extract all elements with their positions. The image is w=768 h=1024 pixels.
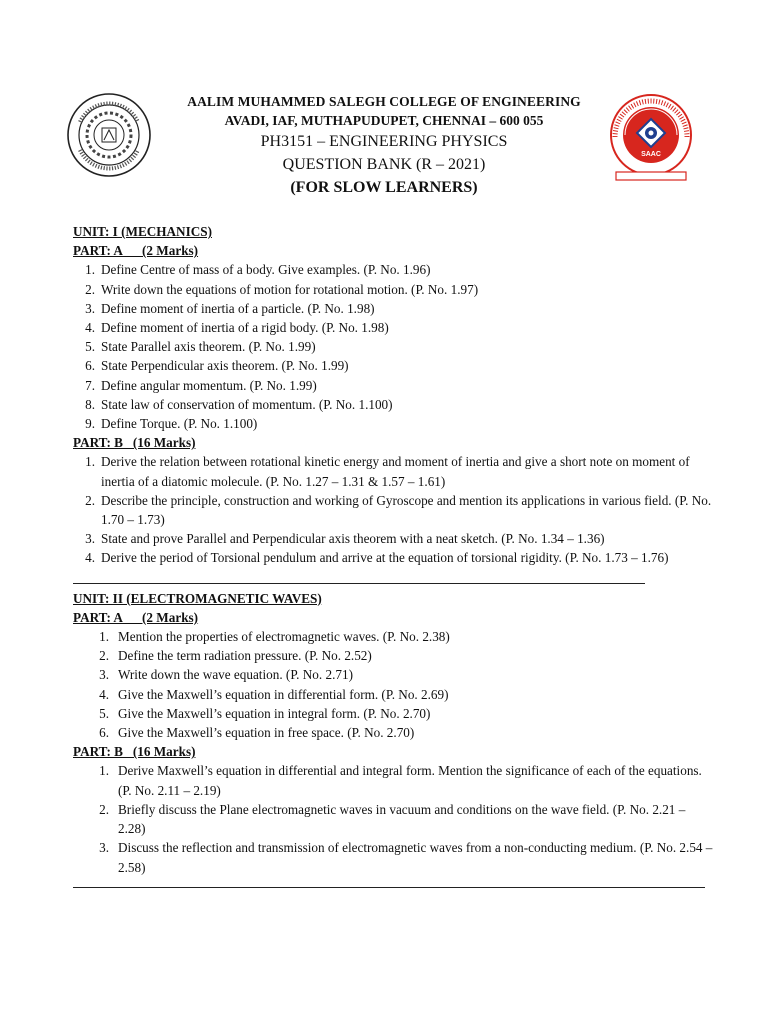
question-item bbox=[73, 491, 713, 529]
question-text: State Perpendicular axis theorem. (P. No. 1.99) bbox=[101, 358, 349, 374]
question-text: Derive the relation between rotational kinetic energy and moment of inertia and give a short note on moment of inertia of a diatomic molecule. (P. No. 1.27 – 1.31 & 1.57 – 1.61) bbox=[101, 454, 690, 489]
question-number: 1. bbox=[99, 629, 109, 645]
question-text: Define angular momentum. (P. No. 1.99) bbox=[101, 377, 317, 393]
question-item bbox=[73, 529, 713, 548]
question-text: Derive the period of Torsional pendulum and arrive at the equation of torsional rigidity. (P. No. 1.73 – 1.76) bbox=[101, 550, 669, 566]
question-number: 3. bbox=[99, 667, 109, 683]
question-item bbox=[73, 376, 713, 395]
question-text: Give the Maxwell’s equation in differential form. (P. No. 2.69) bbox=[118, 686, 449, 702]
section-divider bbox=[73, 583, 645, 584]
question-text: State and prove Parallel and Perpendicular axis theorem with a neat sketch. (P. No. 1.34 – 1.36) bbox=[101, 531, 605, 547]
question-item bbox=[73, 685, 713, 704]
part-b-title: PART: B (16 Marks) bbox=[73, 435, 196, 451]
question-text: Discuss the reflection and transmission of electromagnetic waves from a non-conducting medium. (P. No. 2.54 – 2.58) bbox=[118, 840, 713, 875]
saac-logo-text: SAAC bbox=[641, 151, 661, 158]
question-item bbox=[73, 761, 713, 799]
question-item bbox=[73, 800, 713, 838]
question-number: 2. bbox=[99, 801, 109, 817]
unit-title: UNIT: I (MECHANICS) bbox=[73, 224, 212, 239]
question-number: 4. bbox=[85, 320, 95, 336]
question-text: Define Torque. (P. No. 1.100) bbox=[101, 416, 258, 432]
question-bank-content bbox=[73, 222, 713, 893]
question-bank-title: QUESTION BANK (R – 2021) bbox=[282, 156, 486, 173]
question-text: Write down the equations of motion for rotational motion. (P. No. 1.97) bbox=[101, 281, 479, 297]
college-name: AALIM MUHAMMED SALEGH COLLEGE OF ENGINEERING bbox=[187, 94, 581, 109]
question-item bbox=[73, 299, 713, 318]
question-number: 5. bbox=[85, 339, 95, 355]
unit-2 bbox=[73, 589, 713, 877]
part-a-list bbox=[73, 627, 713, 742]
question-item bbox=[73, 627, 713, 646]
question-item bbox=[73, 723, 713, 742]
question-number: 8. bbox=[85, 396, 95, 412]
unit-1 bbox=[73, 222, 713, 568]
question-text: Derive Maxwell’s equation in differential and integral form. Mention the significance of each of the equations. (P. No. 2.11 – 2.19) bbox=[118, 763, 702, 798]
question-text: State law of conservation of momentum. (P. No. 1.100) bbox=[101, 396, 393, 412]
question-text: Define moment of inertia of a particle. (P. No. 1.98) bbox=[101, 300, 375, 316]
part-b-title: PART: B (16 Marks) bbox=[73, 744, 196, 760]
question-number: 3. bbox=[85, 300, 95, 316]
question-item bbox=[73, 452, 713, 490]
question-number: 2. bbox=[99, 648, 109, 664]
question-number: 6. bbox=[99, 725, 109, 741]
question-item bbox=[73, 548, 713, 567]
question-number: 1. bbox=[85, 262, 95, 278]
question-number: 1. bbox=[85, 454, 95, 470]
part-a-list bbox=[73, 260, 713, 433]
part-b-list bbox=[73, 761, 713, 876]
question-item bbox=[73, 280, 713, 299]
question-text: Mention the properties of electromagnetic waves. (P. No. 2.38) bbox=[118, 629, 450, 645]
question-item bbox=[73, 356, 713, 375]
question-item bbox=[73, 337, 713, 356]
question-number: 9. bbox=[85, 416, 95, 432]
question-number: 4. bbox=[85, 550, 95, 566]
question-text: Describe the principle, construction and working of Gyroscope and mention its applications in various field. (P. No. 1.70 – 1.73) bbox=[101, 492, 712, 528]
question-text: Write down the wave equation. (P. No. 2.71) bbox=[118, 667, 353, 683]
question-number: 3. bbox=[99, 840, 109, 856]
question-item bbox=[73, 318, 713, 337]
question-text: Give the Maxwell’s equation in integral form. (P. No. 2.70) bbox=[118, 705, 431, 721]
question-text: Briefly discuss the Plane electromagnetic waves in vacuum and conditions on the wave field. (P. No. 2.21 – 2.28) bbox=[118, 801, 686, 837]
question-number: 2. bbox=[85, 492, 95, 508]
unit-title: UNIT: II (ELECTROMAGNETIC WAVES) bbox=[73, 590, 322, 606]
question-number: 6. bbox=[85, 358, 95, 374]
question-item bbox=[73, 260, 713, 279]
question-text: Define moment of inertia of a rigid body. (P. No. 1.98) bbox=[101, 320, 389, 336]
question-number: 7. bbox=[85, 377, 95, 393]
question-item bbox=[73, 414, 713, 433]
question-item bbox=[73, 665, 713, 684]
question-item bbox=[73, 395, 713, 414]
question-number: 5. bbox=[99, 705, 109, 721]
section-divider bbox=[73, 887, 705, 888]
question-number: 3. bbox=[85, 531, 95, 547]
course-title: PH3151 – ENGINEERING PHYSICS bbox=[260, 133, 508, 150]
question-item bbox=[73, 838, 713, 876]
college-address: AVADI, IAF, MUTHAPUDUPET, CHENNAI – 600 055 bbox=[224, 113, 544, 128]
question-number: 2. bbox=[85, 281, 95, 297]
question-item bbox=[73, 704, 713, 723]
question-text: Give the Maxwell’s equation in free space. (P. No. 2.70) bbox=[118, 725, 415, 741]
question-text: Define the term radiation pressure. (P. No. 2.52) bbox=[118, 648, 372, 664]
question-text: State Parallel axis theorem. (P. No. 1.99) bbox=[101, 339, 316, 355]
question-text: Define Centre of mass of a body. Give examples. (P. No. 1.96) bbox=[101, 262, 431, 278]
question-item bbox=[73, 646, 713, 665]
audience-label: (FOR SLOW LEARNERS) bbox=[290, 179, 478, 196]
part-a-title: PART: A (2 Marks) bbox=[73, 243, 199, 259]
question-number: 1. bbox=[99, 763, 109, 779]
question-number: 4. bbox=[99, 686, 109, 702]
part-b-list bbox=[73, 452, 713, 567]
part-a-title: PART: A (2 Marks) bbox=[73, 609, 199, 625]
